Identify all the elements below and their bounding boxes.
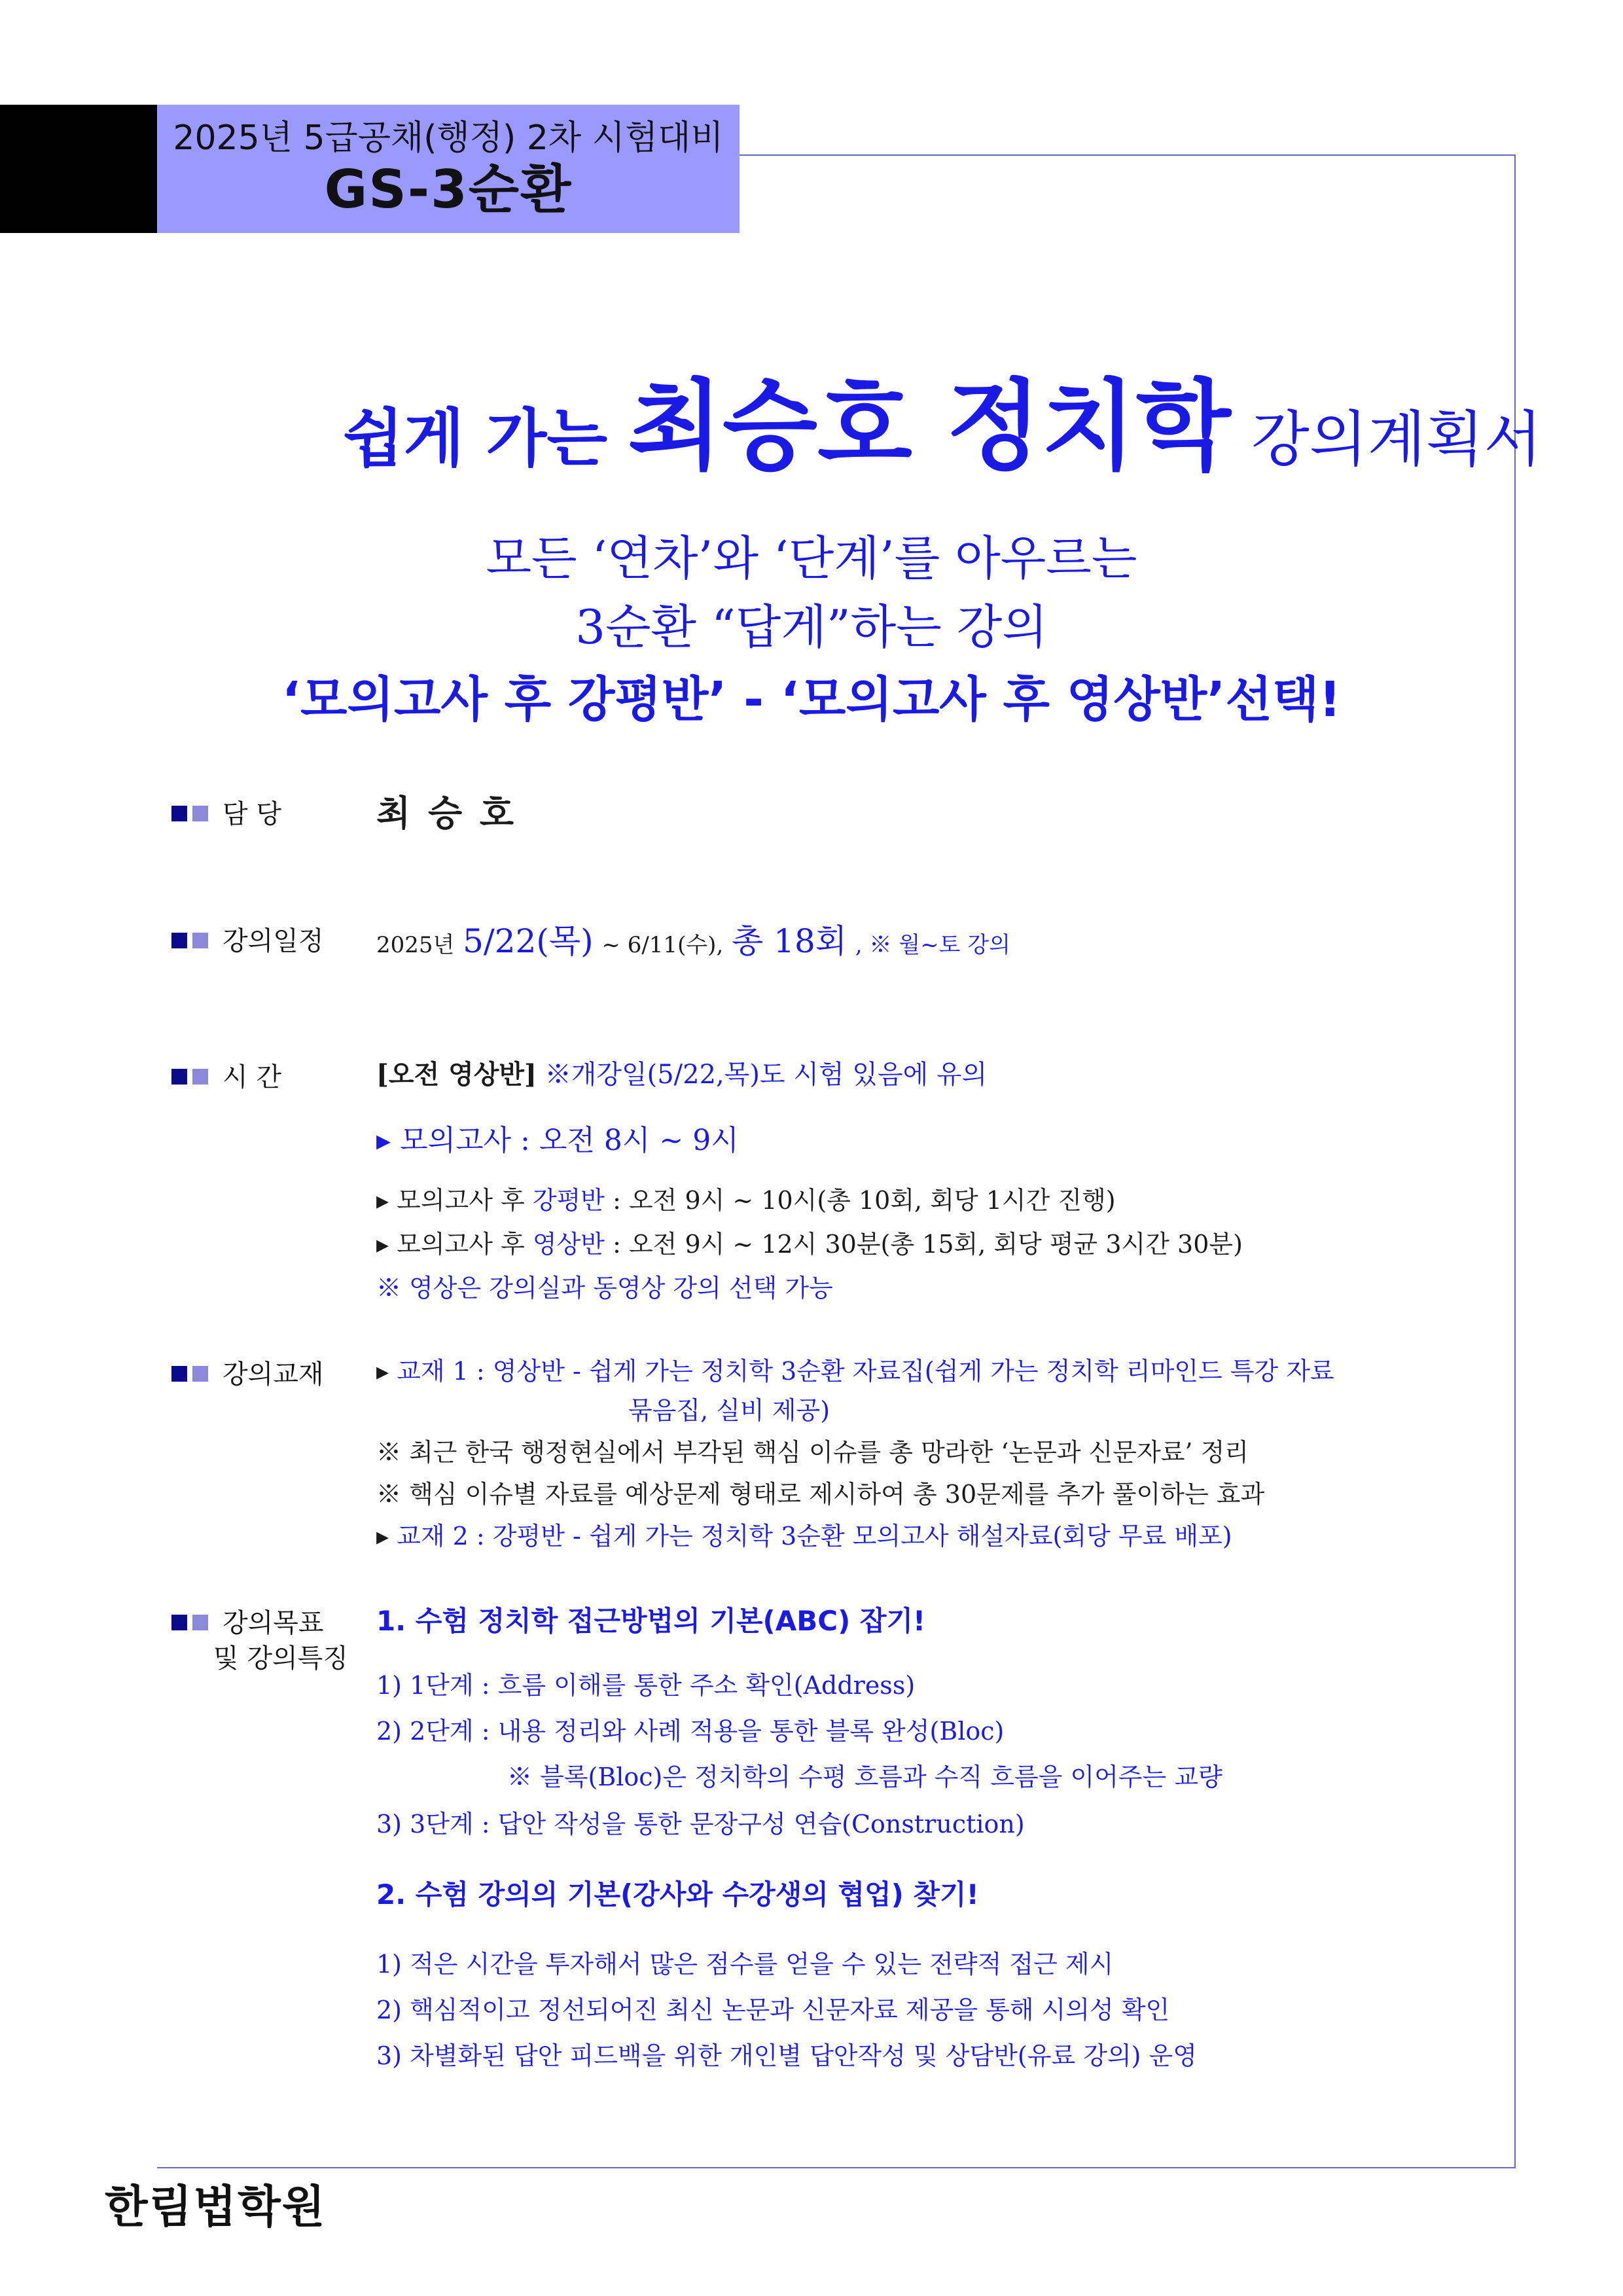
header-box xyxy=(157,105,740,233)
textbook-item2-text: 교재 2 : 강평반 - 쉽게 가는 정치학 3순환 모의고사 해설자료(회당 무료 배포) xyxy=(397,1522,1232,1551)
goals-heading2: 2. 수험 강의의 기본(강사와 수강생의 협업) 찾기! xyxy=(376,1878,979,1910)
time-video-key: 영상반 xyxy=(532,1230,605,1259)
section-bullet-icon xyxy=(171,1357,208,1388)
textbook-note2: ※ 핵심 이슈별 자료를 예상문제 형태로 제시하여 총 30문제를 추가 풀이하는 효과 xyxy=(376,1480,1265,1509)
schedule-start: 5/22(목) xyxy=(463,922,594,960)
time-review-post: : 오전 9시 ~ 10시(총 10회, 회당 1시간 진행) xyxy=(604,1186,1116,1215)
goals-h1-item2: 2) 2단계 : 내용 정리와 사례 적용을 통한 블록 완성(Bloc) xyxy=(376,1717,1005,1746)
footer-logo: 한림법학원 xyxy=(105,2181,327,2233)
textbook-label: 강의교재 xyxy=(223,1359,324,1390)
textbook-item2: ▸ 교재 2 : 강평반 - 쉽게 가는 정치학 3순환 모의고사 해설자료(회당 무료 배포) xyxy=(376,1522,1232,1551)
header-course-name: GS-3순환 xyxy=(324,159,573,220)
schedule-total: 총 18회 xyxy=(731,922,847,960)
section-bullet-icon xyxy=(171,1060,208,1090)
goals-label2: 및 강의특징 xyxy=(213,1643,348,1674)
page-title xyxy=(0,347,1623,488)
instructor-label: 담 당 xyxy=(223,799,281,829)
schedule-range: ~ 6/11(수), xyxy=(601,932,724,958)
instructor-name: 최 승 호 xyxy=(376,792,517,834)
goals-h1-item3: ※ 블록(Bloc)은 정치학의 수평 흐름과 수직 흐름을 이어주는 교량 xyxy=(507,1763,1222,1791)
time-video-pre: ▸ 모의고사 후 xyxy=(376,1230,533,1259)
textbook-item1-line2: 묶음집, 실비 제공) xyxy=(628,1396,830,1425)
section-bullet-icon xyxy=(171,1606,208,1636)
goals-h2-item3: 3) 차별화된 답안 피드백을 위한 개인별 답안작성 및 상담반(유료 강의) 운영 xyxy=(376,2041,1197,2070)
time-review xyxy=(376,1180,1116,1216)
time-video-post: : 오전 9시 ~ 12시 30분(총 15회, 회당 평균 3시간 30분) xyxy=(604,1230,1243,1259)
goals-label1: 강의목표 xyxy=(223,1608,324,1638)
time-review-pre: ▸ 모의고사 후 xyxy=(376,1186,533,1215)
time-label: 시 간 xyxy=(223,1062,281,1092)
section-bullet-icon xyxy=(171,797,208,827)
header-exam-title: 2025년 5급공채(행정) 2차 시험대비 xyxy=(173,118,724,158)
time-review-key: 강평반 xyxy=(532,1186,605,1215)
schedule-note: , ※ 월~토 강의 xyxy=(855,932,1010,958)
textbook-item1-line1: 교재 1 : 영상반 - 쉽게 가는 정치학 3순환 자료집(쉽게 가는 정치학 리마인드 특강 자료 xyxy=(397,1357,1334,1386)
title-part2: 최승호 정치학 xyxy=(628,370,1231,484)
schedule-line xyxy=(376,915,1010,962)
goals-h2-item1: 1) 적은 시간을 투자해서 많은 점수를 얻을 수 있는 전략적 접근 제시 xyxy=(376,1950,1114,1979)
textbook-item1: ▸ 교재 1 : 영상반 - 쉽게 가는 정치학 3순환 자료집(쉽게 가는 정치학 리마인드 특강 자료 xyxy=(376,1357,1334,1386)
goals-h1-item1: 1) 1단계 : 흐름 이해를 통한 주소 확인(Address) xyxy=(376,1671,916,1700)
time-video xyxy=(376,1224,1243,1260)
header-black-block xyxy=(0,105,157,233)
time-note: ※ 영상은 강의실과 동영상 강의 선택 가능 xyxy=(376,1274,833,1302)
schedule-year: 2025년 xyxy=(376,932,455,958)
time-heading: [오전 영상반] xyxy=(376,1059,537,1090)
goals-heading1: 1. 수험 정치학 접근방법의 기본(ABC) 잡기! xyxy=(376,1605,926,1637)
page-frame-bottom xyxy=(157,2167,1516,2168)
section-bullet-icon xyxy=(171,924,208,954)
title-part3: 강의계획서 xyxy=(1251,404,1543,475)
goals-h1-item4: 3) 3단계 : 답안 작성을 통한 문장구성 연습(Construction) xyxy=(376,1810,1025,1839)
schedule-label: 강의일정 xyxy=(223,926,324,956)
subtitle-line3: ‘모의고사 후 강평반’ - ‘모의고사 후 영상반’선택! xyxy=(281,672,1342,728)
time-heading-line xyxy=(376,1054,987,1091)
goals-h2-item2: 2) 핵심적이고 정선되어진 최신 논문과 신문자료 제공을 통해 시의성 확인 xyxy=(376,1996,1170,2024)
time-heading-note: ※개강일(5/22,목)도 시험 있음에 유의 xyxy=(544,1060,988,1090)
subtitle-line2: 3순환 “답게”하는 강의 xyxy=(575,600,1048,655)
title-part1: 쉽게 가는 xyxy=(342,402,608,475)
textbook-note1: ※ 최근 한국 행정현실에서 부각된 핵심 이슈를 총 망라한 ‘논문과 신문자료’ 정리 xyxy=(376,1438,1249,1467)
subtitle-line1: 모든 ‘연차’와 ‘단계’를 아우르는 xyxy=(486,531,1137,586)
time-mock: ▸ 모의고사 : 오전 8시 ~ 9시 xyxy=(376,1124,739,1157)
